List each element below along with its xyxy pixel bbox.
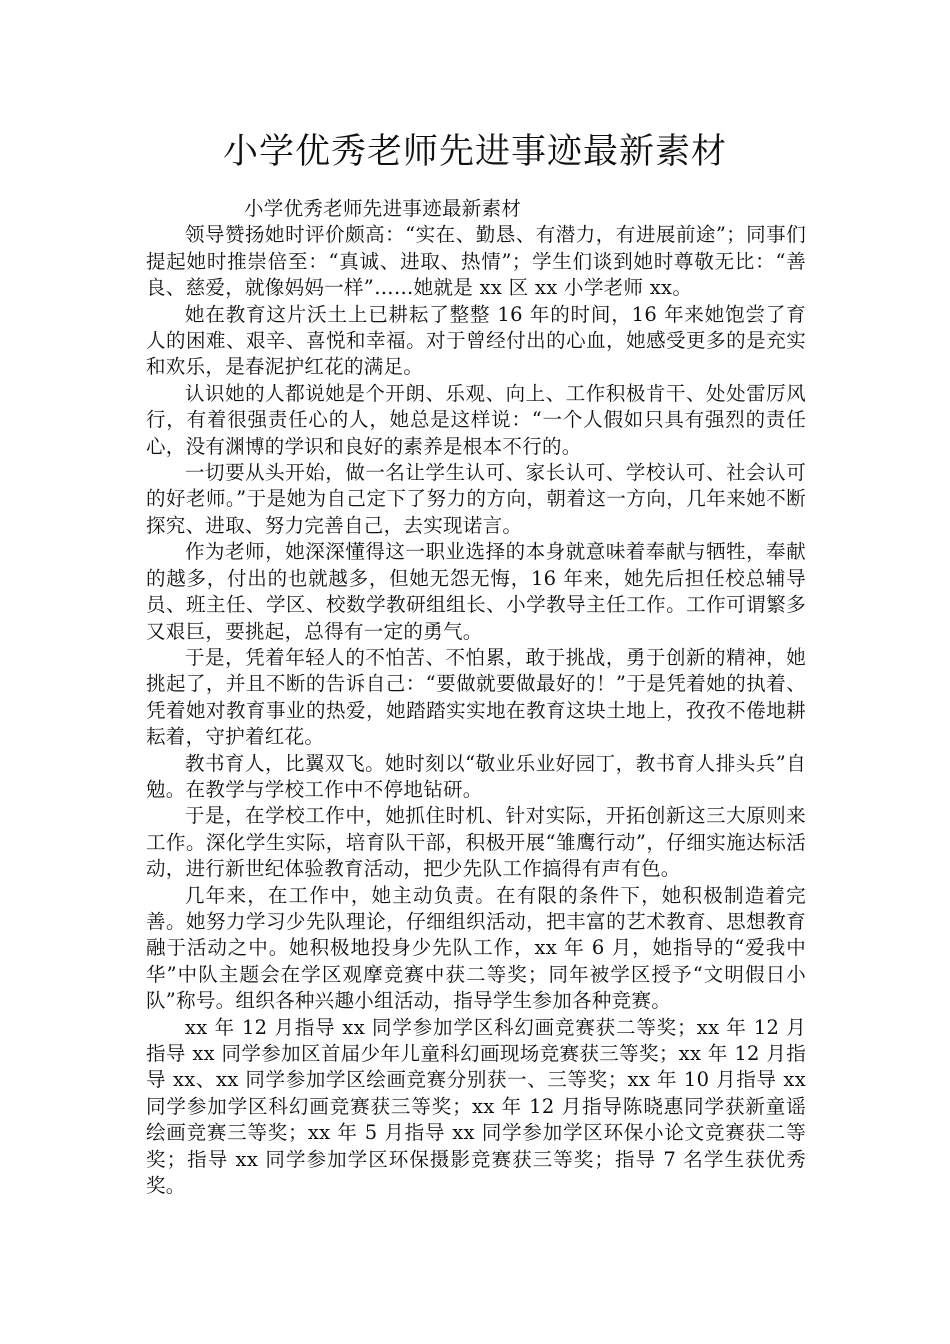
paragraph: 教书育人，比翼双飞。她时刻以“敬业乐业好园丁，教书育人排头兵”自勉。在教学与学校工作中不停地钻研。 bbox=[146, 751, 806, 801]
paragraph: 作为老师，她深深懂得这一职业选择的本身就意味着奉献与牺牲，奉献的越多，付出的也就越多，但她无怨无悔，16 年来，她先后担任校总辅导员、班主任、学区、校数学教研组组长、小学教导主任工作。工作可谓繁多又艰巨，要挑起，总得有一定的勇气。 bbox=[146, 540, 806, 643]
paragraph: 领导赞扬她时评价颇高：“实在、勤恳、有潜力，有进展前途”；同事们提起她时推崇倍至：“真诚、进取、热情”；学生们谈到她时尊敬无比：“善良、慈爱，就像妈妈一样”……她就是 xx 区 xx 小学老师 xx。 bbox=[146, 223, 806, 300]
document-body bbox=[146, 196, 806, 1199]
page-title: 小学优秀老师先进事迹最新素材 bbox=[222, 132, 727, 172]
paragraph: xx 年 12 月指导 xx 同学参加学区科幻画竞赛获二等奖；xx 年 12 月指导 xx 同学参加区首届少年儿童科幻画现场竞赛获三等奖；xx 年 12 月指导 xx、xx 同学参加学区绘画竞赛分别获一、三等奖；xx 年 10 月指导 xx 同学参加学区科幻画竞赛获三等奖；xx 年 12 月指导陈晓惠同学获新童谣绘画竞赛三等奖；xx 年 5 月指导 xx 同学参加学区环保小论文竞赛获二等奖；指导 xx 同学参加学区环保摄影竞赛获三等奖；指导 7 名学生获优秀奖。 bbox=[146, 1015, 806, 1198]
paragraph: 于是，凭着年轻人的不怕苦、不怕累，敢于挑战，勇于创新的精神，她挑起了，并且不断的告诉自己：“要做就要做最好的！”于是凭着她的执着、凭着她对教育事业的热爱，她踏踏实实地在教育这块土地上，孜孜不倦地耕耘着，守护着红花。 bbox=[146, 645, 806, 749]
paragraph: 一切要从头开始，做一名让学生认可、家长认可、学校认可、社会认可的好老师。”于是她为自己定下了努力的方向，朝着这一方向，几年来她不断探究、进取、努力完善自己，去实现诺言。 bbox=[146, 461, 806, 537]
paragraph: 几年来，在工作中，她主动负责。在有限的条件下，她积极制造着完善。她努力学习少先队理论，仔细组织活动，把丰富的艺术教育、思想教育融于活动之中。她积极地投身少先队工作，xx 年 6 月，她指导的“爱我中华”中队主题会在学区观摩竞赛中获二等奖；同年被学区授予“文明假日小队”称号。组织各种兴趣小组活动，指导学生参加各种竞赛。 bbox=[146, 883, 806, 1013]
document-subtitle: 小学优秀老师先进事迹最新素材 bbox=[244, 197, 522, 220]
paragraph: 认识她的人都说她是个开朗、乐观、向上、工作积极肯干、处处雷厉风行，有着很强责任心的人，她总是这样说：“一个人假如只具有强烈的责任心，没有渊博的学识和良好的素养是根本不行的。 bbox=[146, 381, 806, 458]
paragraph: 她在教育这片沃土上已耕耘了整整 16 年的时间，16 年来她饱尝了育人的困难、艰辛、喜悦和幸福。对于曾经付出的心血，她感受更多的是充实和欢乐，是春泥护红花的满足。 bbox=[146, 302, 806, 379]
paragraph: 于是，在学校工作中，她抓住时机、针对实际，开拓创新这三大原则来工作。深化学生实际，培育队干部，积极开展“雏鹰行动”，仔细实施达标活动，进行新世纪体验教育活动，把少先队工作搞得有声有色。 bbox=[146, 804, 806, 881]
